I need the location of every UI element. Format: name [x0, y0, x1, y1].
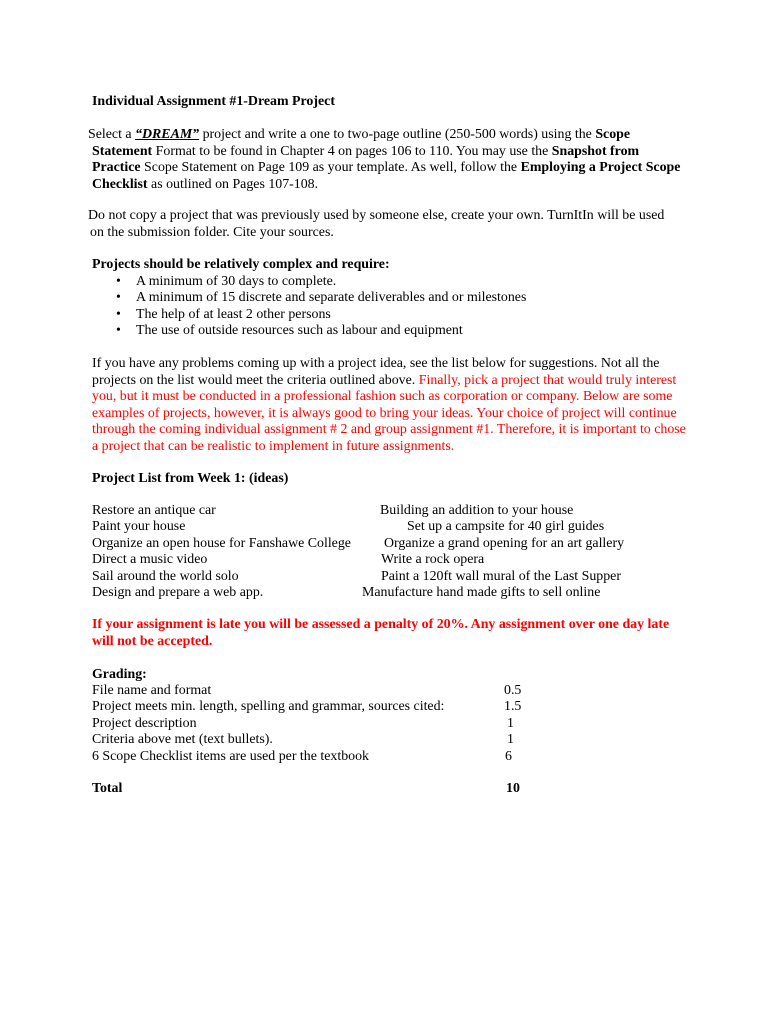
suggestions-line	[92, 373, 686, 390]
bullet-icon: •	[116, 323, 121, 338]
project-idea: Design and prepare a web app.	[92, 585, 264, 600]
project-list-heading: Project List from Week 1: (ideas)	[92, 471, 289, 486]
project-idea: Organize a grand opening for an art gallery	[384, 536, 625, 551]
suggestions-highlight: examples of projects, however, it is always good to bring your ideas. Your choice of project will continue	[92, 405, 677, 421]
grading-item-points: 6	[505, 749, 512, 764]
project-idea: Paint your house	[92, 519, 186, 534]
suggestions-highlight: through the coming individual assignment # 2 and group assignment #1. Therefore, it is important to chose	[92, 422, 686, 437]
project-idea: Set up a campsite for 40 girl guides	[407, 519, 605, 534]
statement-emphasis: Statement	[92, 143, 153, 159]
grading-item-points: 1.5	[504, 699, 522, 714]
intro-text: project and write a one to two-page outline (250-500 words) using the	[199, 127, 596, 142]
copy-notice-line: on the submission folder. Cite your sources.	[90, 224, 334, 240]
project-idea: Building an addition to your house	[380, 503, 574, 518]
project-idea: Direct a music video	[92, 552, 208, 567]
bullet-icon: •	[116, 274, 121, 289]
grading-item-label: Project description	[92, 716, 197, 731]
project-idea: Restore an antique car	[92, 503, 216, 518]
requirements-heading: Projects should be relatively complex and require:	[92, 257, 390, 272]
suggestions-highlight: a project that can be realistic to implement in future assignments.	[92, 438, 455, 454]
document-title: Individual Assignment #1-Dream Project	[92, 94, 335, 109]
requirement-item: A minimum of 15 discrete and separate deliverables and or milestones	[136, 290, 527, 305]
grading-item-label: Criteria above met (text bullets).	[92, 732, 273, 747]
late-penalty-line: If your assignment is late you will be assessed a penalty of 20%. Any assignment over one day late	[92, 617, 670, 632]
intro-text: Format to be found in Chapter 4 on pages 106 to 110. You may use the	[152, 143, 552, 159]
suggestions-highlight: you, but it must be conducted in a professional fashion such as corporation or company. Below are some	[92, 389, 673, 404]
scope-emphasis: Scope	[595, 127, 631, 142]
requirement-item: The use of outside resources such as labour and equipment	[136, 323, 463, 338]
grading-total-label: Total	[92, 781, 123, 796]
suggestions-highlight: Finally, pick a project that would truly interest	[418, 372, 677, 388]
project-idea: Organize an open house for Fanshawe College	[92, 536, 351, 551]
suggestions-line: If you have any problems coming up with a project idea, see the list below for suggestions. Not all the	[92, 356, 660, 371]
intro-text: as outlined on Pages 107-108.	[147, 176, 319, 192]
intro-text: Scope Statement on Page 109 as your template. As well, follow the	[140, 160, 521, 175]
intro-line-3	[88, 160, 680, 177]
grading-item-label: Project meets min. length, spelling and grammar, sources cited:	[92, 699, 445, 714]
intro-line-2	[88, 144, 680, 161]
project-idea: Write a rock opera	[381, 552, 485, 567]
intro-text: Select a	[88, 127, 136, 142]
grading-heading: Grading:	[92, 667, 147, 682]
requirement-item: A minimum of 30 days to complete.	[136, 274, 337, 289]
intro-paragraph	[88, 127, 680, 193]
grading-item-label: File name and format	[92, 683, 212, 698]
dream-emphasis: “DREAM”	[135, 127, 200, 142]
intro-line-4	[88, 177, 680, 194]
grading-item-points: 1	[507, 716, 514, 731]
intro-line-1	[88, 127, 680, 144]
suggestions-paragraph	[92, 356, 686, 455]
bullet-icon: •	[116, 307, 121, 322]
copy-notice-line: Do not copy a project that was previously used by someone else, create your own. TurnItIn will be used	[88, 208, 665, 223]
project-idea: Paint a 120ft wall mural of the Last Supper	[381, 569, 621, 584]
snapshot-emphasis: Snapshot from	[551, 143, 640, 159]
project-idea: Sail around the world solo	[92, 569, 239, 584]
checklist-emphasis: Checklist	[92, 176, 148, 192]
copy-notice	[88, 208, 664, 241]
grading-item-points: 1	[507, 732, 514, 747]
employing-emphasis: Employing a Project Scope	[520, 160, 681, 175]
grading-item-points: 0.5	[504, 683, 522, 698]
grading-item-label: 6 Scope Checklist items are used per the textbook	[92, 749, 369, 764]
late-penalty-notice	[92, 617, 669, 650]
late-penalty-line: will not be accepted.	[92, 633, 213, 649]
bullet-icon: •	[116, 290, 121, 305]
grading-total-points: 10	[506, 781, 520, 796]
suggestions-text: projects on the list would meet the criteria outlined above.	[92, 372, 419, 388]
requirement-item: The help of at least 2 other persons	[136, 307, 331, 322]
project-idea: Manufacture hand made gifts to sell online	[362, 585, 601, 600]
practice-emphasis: Practice	[92, 160, 141, 175]
